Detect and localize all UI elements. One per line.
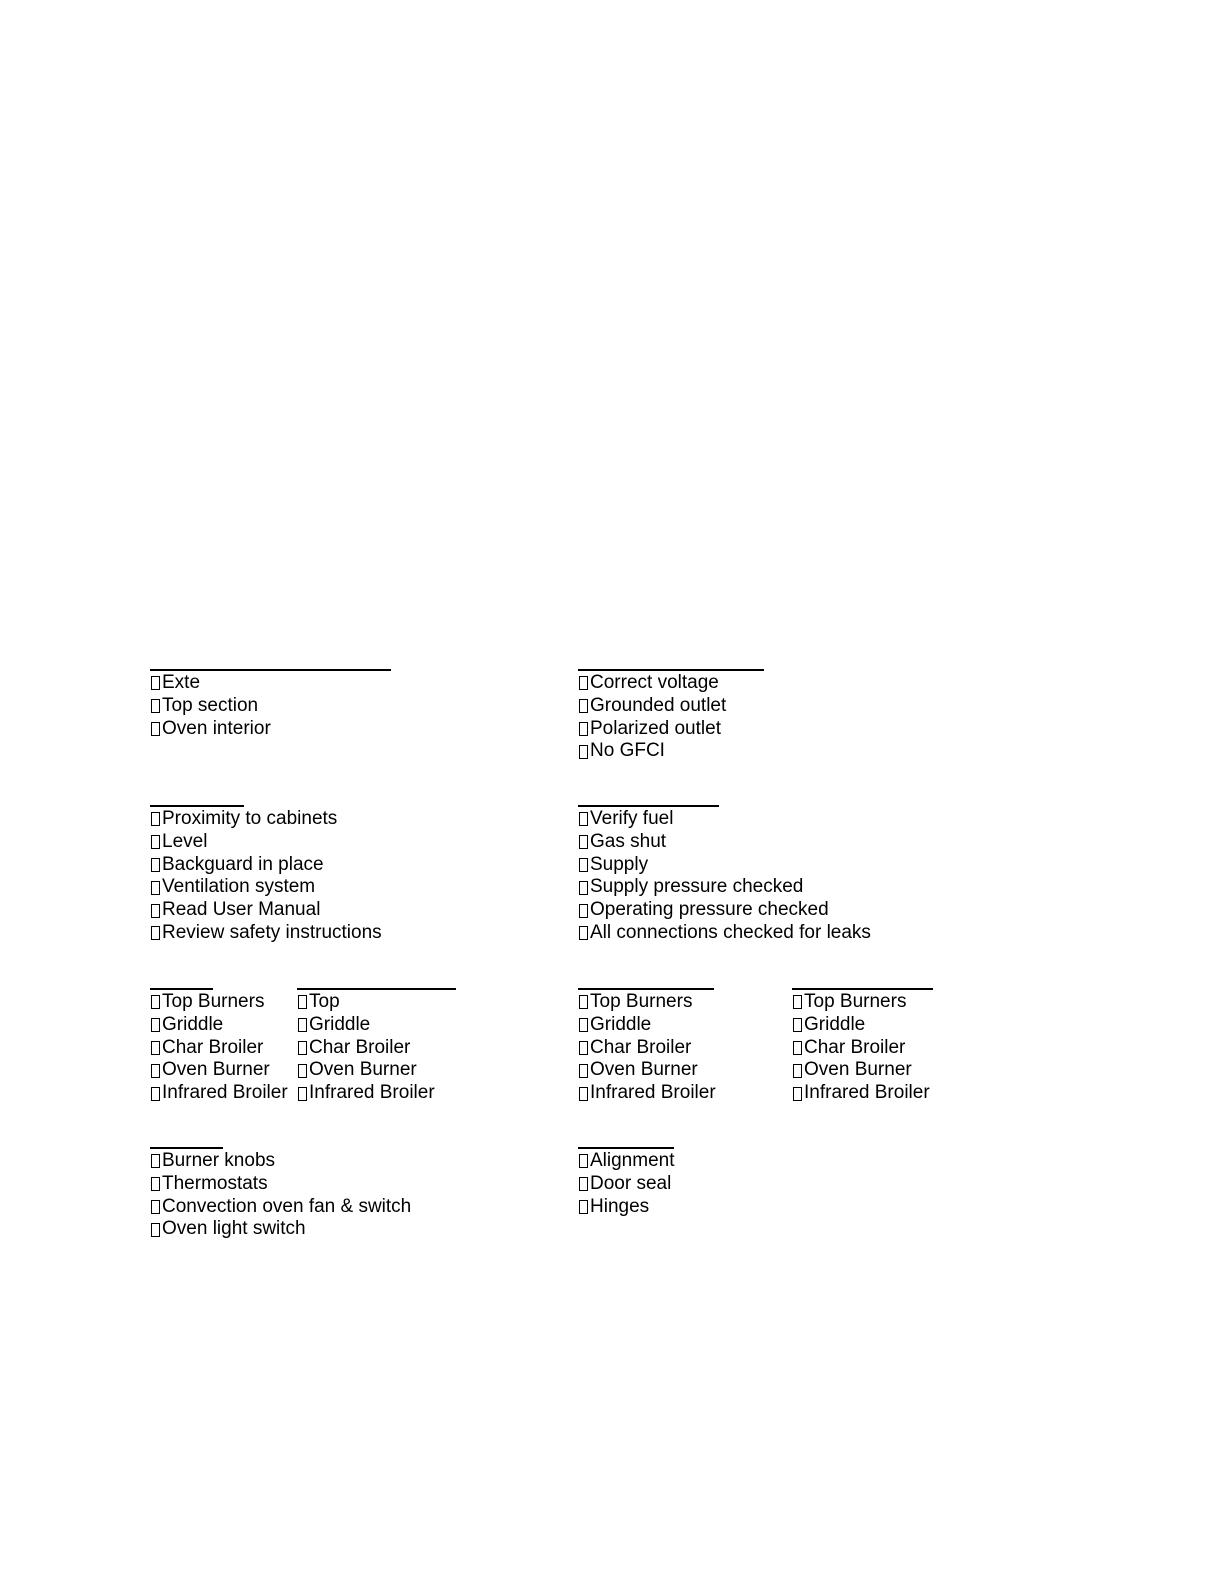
checkbox[interactable]: [579, 1018, 588, 1032]
checklist-item-label: Hinges: [590, 1195, 650, 1217]
checklist-item[interactable]: [792, 1014, 933, 1037]
checklist-item-label: Backguard in place: [162, 853, 324, 875]
checkbox[interactable]: [151, 881, 160, 895]
checklist-item-label: Oven light switch: [162, 1218, 306, 1240]
checkbox[interactable]: [579, 745, 588, 759]
checklist-item[interactable]: [578, 831, 871, 854]
checklist-item[interactable]: [578, 922, 871, 945]
checkbox[interactable]: [151, 1223, 160, 1237]
checklist-item[interactable]: [578, 1014, 716, 1037]
checklist-item[interactable]: [792, 1059, 933, 1082]
checklist-item-label: Top section: [162, 694, 259, 716]
checkbox[interactable]: [793, 1064, 802, 1078]
section-heading-line: [150, 669, 391, 671]
checklist-item[interactable]: [792, 991, 933, 1014]
controls-section: [150, 1147, 411, 1241]
checkbox[interactable]: [151, 1177, 160, 1191]
checklist-item[interactable]: [150, 1082, 288, 1105]
checklist-item[interactable]: [578, 1196, 675, 1219]
section-heading-line: [578, 1147, 674, 1149]
checkbox[interactable]: [151, 722, 160, 736]
checklist-item-label: Polarized outlet: [590, 717, 721, 739]
checkbox[interactable]: [579, 699, 588, 713]
checklist-item[interactable]: [578, 854, 871, 877]
checklist-item-label: Burner knobs: [162, 1150, 276, 1171]
checklist-item-label: Ventilation system: [162, 876, 316, 898]
section-heading-line: [297, 988, 456, 990]
checklist-item[interactable]: [150, 1150, 411, 1173]
burner-section-2: [297, 988, 456, 1105]
checklist-item[interactable]: [578, 1037, 716, 1060]
section-heading-line: [792, 988, 933, 990]
checklist-item-label: Griddle: [804, 1013, 866, 1035]
checklist-item[interactable]: [150, 1014, 288, 1037]
checklist-item-label: Door seal: [590, 1172, 672, 1194]
checklist-item[interactable]: [150, 1196, 411, 1219]
checklist-item[interactable]: [297, 1037, 456, 1060]
checklist-item-label: Review safety instructions: [162, 921, 382, 943]
checklist-item[interactable]: [150, 1037, 288, 1060]
checklist-item-label: Oven Burner: [590, 1059, 698, 1081]
checkbox[interactable]: [298, 1064, 307, 1078]
checkbox[interactable]: [298, 1087, 307, 1101]
checkbox[interactable]: [579, 881, 588, 895]
checklist-item-label: Gas shut: [590, 830, 667, 852]
checklist-item[interactable]: [792, 1037, 933, 1060]
checkbox[interactable]: [579, 722, 588, 736]
checklist-item[interactable]: [150, 876, 382, 899]
electrical-section: [578, 669, 764, 763]
checklist-item-label: Griddle: [309, 1013, 371, 1035]
checklist-item-label: Verify fuel: [590, 808, 674, 829]
burner-section-1: [150, 988, 288, 1105]
checkbox[interactable]: [151, 858, 160, 872]
checkbox[interactable]: [579, 1200, 588, 1214]
checklist-item[interactable]: [578, 899, 871, 922]
checklist-item-label: Infrared Broiler: [309, 1082, 435, 1104]
checklist-item[interactable]: [578, 1082, 716, 1105]
checklist-item-label: Operating pressure checked: [590, 899, 829, 921]
checklist: [150, 808, 382, 945]
checklist-item-label: Infrared Broiler: [804, 1082, 930, 1104]
section-heading-line: [150, 1147, 223, 1149]
checklist-item[interactable]: [578, 695, 764, 718]
checklist: [297, 991, 456, 1105]
checklist-item-label: Infrared Broiler: [590, 1082, 716, 1104]
checklist-item[interactable]: [150, 831, 382, 854]
checklist-item[interactable]: [150, 922, 382, 945]
checklist-item[interactable]: [578, 1059, 716, 1082]
checkbox[interactable]: [151, 676, 160, 690]
checklist: [578, 808, 871, 945]
checklist-item[interactable]: [150, 672, 391, 695]
burner-section-4: [792, 988, 933, 1105]
checklist-item-label: Top Burners: [804, 991, 907, 1012]
burner-section-3: [578, 988, 716, 1105]
section-heading-line: [578, 988, 714, 990]
checklist-item[interactable]: [150, 1059, 288, 1082]
checkbox[interactable]: [151, 1200, 160, 1214]
checklist-item-label: All connections checked for leaks: [590, 921, 871, 943]
checklist-item-label: Oven Burner: [309, 1059, 417, 1081]
checkbox[interactable]: [579, 812, 588, 826]
checklist-item[interactable]: [578, 1150, 675, 1173]
checkbox[interactable]: [793, 1018, 802, 1032]
checklist-item-label: Infrared Broiler: [162, 1082, 288, 1104]
checklist-item-label: Oven Burner: [804, 1059, 912, 1081]
checkbox[interactable]: [151, 926, 160, 940]
checklist-item[interactable]: [578, 1173, 675, 1196]
checklist-item[interactable]: [150, 899, 382, 922]
checklist-item[interactable]: [297, 1014, 456, 1037]
checkbox[interactable]: [298, 995, 307, 1009]
checkbox[interactable]: [151, 812, 160, 826]
checklist-item[interactable]: [150, 1218, 411, 1241]
checklist: [150, 672, 391, 740]
checkbox[interactable]: [151, 1154, 160, 1168]
exterior-section: [150, 669, 391, 740]
checkbox[interactable]: [793, 995, 802, 1009]
checkbox[interactable]: [151, 1064, 160, 1078]
checkbox[interactable]: [151, 1041, 160, 1055]
checkbox[interactable]: [151, 835, 160, 849]
checkbox[interactable]: [579, 1154, 588, 1168]
installation-section: [150, 805, 382, 945]
checkbox[interactable]: [579, 1064, 588, 1078]
checklist-item-label: Top Burners: [590, 991, 693, 1012]
checklist-item[interactable]: [578, 740, 764, 763]
checklist-item-label: Top: [309, 991, 340, 1012]
checkbox[interactable]: [579, 926, 588, 940]
checklist-item-label: No GFCI: [590, 740, 665, 762]
checklist-item-label: Read User Manual: [162, 899, 321, 921]
checkbox[interactable]: [151, 904, 160, 918]
checkbox[interactable]: [151, 699, 160, 713]
checklist-item[interactable]: [578, 672, 764, 695]
checkbox[interactable]: [579, 1087, 588, 1101]
checklist: [578, 672, 764, 763]
section-heading-line: [150, 805, 244, 807]
checkbox[interactable]: [151, 1018, 160, 1032]
checkbox[interactable]: [579, 904, 588, 918]
checkbox[interactable]: [151, 995, 160, 1009]
checklist-item-label: Oven Burner: [162, 1059, 270, 1081]
checklist-item-label: Char Broiler: [804, 1036, 906, 1058]
checklist-item[interactable]: [150, 854, 382, 877]
checklist-item[interactable]: [578, 718, 764, 741]
checklist-item-label: Char Broiler: [590, 1036, 692, 1058]
checklist-item[interactable]: [150, 808, 382, 831]
checklist-item[interactable]: [150, 695, 391, 718]
checklist-item[interactable]: [578, 876, 871, 899]
checklist-item-label: Griddle: [162, 1013, 224, 1035]
checklist-item-label: Supply: [590, 853, 649, 875]
checklist: [150, 991, 288, 1105]
oven-door-section: [578, 1147, 675, 1218]
checklist: [578, 1150, 675, 1218]
checklist-item[interactable]: [792, 1082, 933, 1105]
checklist-item-label: Char Broiler: [309, 1036, 411, 1058]
checklist: [150, 1150, 411, 1241]
checkbox[interactable]: [579, 676, 588, 690]
checkbox[interactable]: [579, 1041, 588, 1055]
checklist-item[interactable]: [578, 991, 716, 1014]
checklist-item[interactable]: [578, 808, 871, 831]
checklist: [578, 991, 716, 1105]
gas-section: [578, 805, 871, 945]
checklist-item[interactable]: [150, 991, 288, 1014]
checklist-item-label: Thermostats: [162, 1172, 268, 1194]
checklist-item[interactable]: [297, 1082, 456, 1105]
checkbox[interactable]: [579, 995, 588, 1009]
checklist-item-label: Grounded outlet: [590, 694, 727, 716]
checklist-item-label: Alignment: [590, 1150, 675, 1171]
checklist-item[interactable]: [297, 991, 456, 1014]
checklist-item-label: Char Broiler: [162, 1036, 264, 1058]
checkbox[interactable]: [151, 1087, 160, 1101]
checkbox[interactable]: [579, 858, 588, 872]
section-heading-line: [578, 805, 719, 807]
checklist-item-label: Proximity to cabinets: [162, 808, 338, 829]
checklist-item-label: Level: [162, 830, 208, 852]
checklist-item-label: Griddle: [590, 1013, 652, 1035]
section-heading-line: [150, 988, 213, 990]
checklist-item-label: Exte: [162, 672, 201, 693]
checklist-item-label: Top Burners: [162, 991, 265, 1012]
checkbox[interactable]: [793, 1087, 802, 1101]
checkbox[interactable]: [579, 1177, 588, 1191]
checklist-item-label: Supply pressure checked: [590, 876, 804, 898]
checklist-item[interactable]: [150, 718, 391, 741]
checklist-item-label: Correct voltage: [590, 672, 719, 693]
checklist-item-label: Convection oven fan & switch: [162, 1195, 412, 1217]
section-heading-line: [578, 669, 764, 671]
checklist-item[interactable]: [297, 1059, 456, 1082]
checkbox[interactable]: [579, 835, 588, 849]
checklist-item-label: Oven interior: [162, 717, 271, 739]
checklist: [792, 991, 933, 1105]
checkbox[interactable]: [298, 1041, 307, 1055]
checklist-item[interactable]: [150, 1173, 411, 1196]
checkbox[interactable]: [298, 1018, 307, 1032]
checkbox[interactable]: [793, 1041, 802, 1055]
